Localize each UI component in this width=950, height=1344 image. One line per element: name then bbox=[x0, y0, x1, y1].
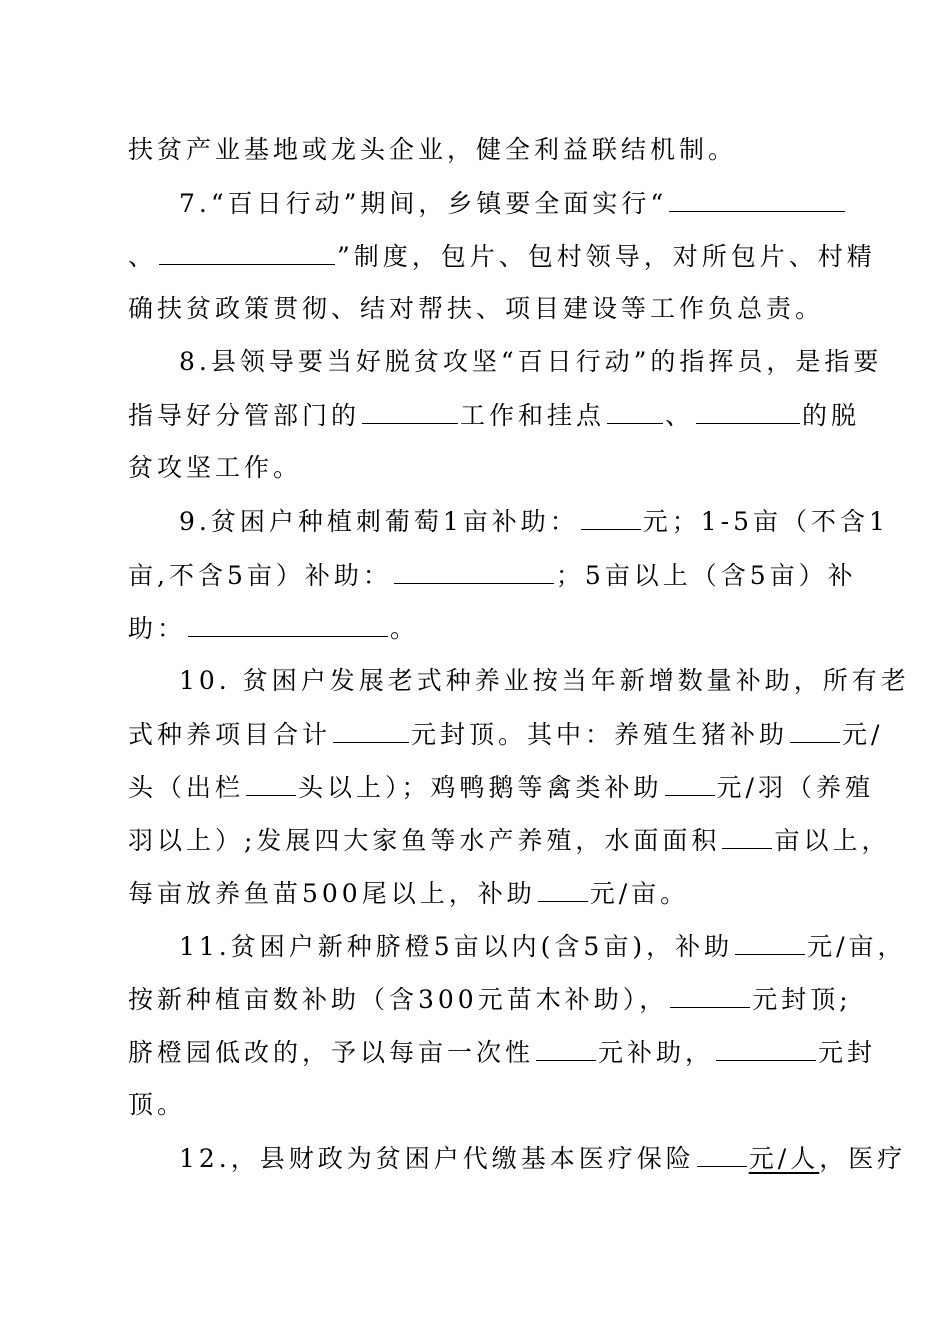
fill-blank bbox=[669, 183, 845, 212]
text-span: 元封顶。其中：养殖生猪补助 bbox=[411, 720, 789, 749]
text-span: 11.贫困户新种脐橙5亩以内(含5亩)，补助 bbox=[179, 932, 734, 961]
text-span: 工作和挂点 bbox=[460, 401, 606, 430]
text-line bbox=[128, 555, 857, 595]
text-span: 顶。 bbox=[128, 1090, 187, 1119]
text-line bbox=[179, 1138, 906, 1178]
text-span: 亩,不含5亩）补助： bbox=[128, 561, 392, 590]
text-span: 元/亩， bbox=[807, 932, 907, 961]
fill-blank bbox=[246, 767, 296, 796]
fill-blank bbox=[581, 501, 641, 530]
text-span: ”制度，包片、包村领导，对所包片、村精 bbox=[337, 242, 876, 271]
fill-blank bbox=[722, 820, 772, 849]
text-line bbox=[128, 130, 737, 170]
fill-blank bbox=[536, 1032, 596, 1061]
text-line bbox=[179, 183, 847, 223]
text-line bbox=[128, 608, 419, 648]
fill-blank bbox=[333, 714, 409, 743]
text-span: 7.“百日行动”期间，乡镇要全面实行“ bbox=[179, 189, 668, 218]
text-span: 羽以上）;发展四大家鱼等水产养殖，水面面积 bbox=[128, 826, 721, 855]
text-span: 扶贫产业基地或龙头企业，健全利益联结机制。 bbox=[128, 135, 738, 164]
text-span: 元/亩。 bbox=[589, 879, 690, 908]
text-span: 、 bbox=[665, 401, 695, 430]
text-span: 按新种植亩数补助（含300元苗木补助）， bbox=[128, 985, 669, 1014]
fill-blank bbox=[735, 926, 805, 955]
fill-blank bbox=[665, 767, 715, 796]
text-span: 元封 bbox=[818, 1038, 877, 1067]
text-line bbox=[128, 236, 876, 276]
text-span: 头（出栏 bbox=[128, 773, 245, 802]
text-span: 助： bbox=[128, 614, 187, 643]
text-line bbox=[128, 714, 883, 754]
fill-blank bbox=[607, 395, 663, 424]
text-span: 的脱 bbox=[802, 401, 861, 430]
text-span: 9.贫困户种植刺葡萄1亩补助： bbox=[179, 507, 579, 536]
text-line bbox=[128, 448, 302, 488]
text-line bbox=[128, 767, 874, 807]
text-span: 元封顶; bbox=[752, 985, 852, 1014]
text-span: 确扶贫政策贯彻、结对帮扶、项目建设等工作负总责。 bbox=[128, 294, 825, 323]
text-span: 每亩放养鱼苗500尾以上，补助 bbox=[128, 879, 536, 908]
text-span: 10. 贫困户发展老式种养业按当年新增数量补助，所有老 bbox=[179, 666, 910, 695]
text-span: 元；1-5亩（不含1 bbox=[642, 507, 889, 536]
fill-blank bbox=[394, 555, 554, 584]
text-span: 8.县领导要当好脱贫攻坚“百日行动”的指挥员，是指要 bbox=[179, 347, 883, 376]
text-span: 、 bbox=[128, 242, 158, 271]
text-span: 式种养项目合计 bbox=[128, 720, 332, 749]
text-line bbox=[179, 501, 889, 541]
text-span: 亩以上， bbox=[774, 826, 891, 855]
text-span: 。 bbox=[390, 614, 420, 643]
text-line bbox=[128, 395, 860, 435]
text-line bbox=[128, 873, 689, 913]
fill-blank bbox=[188, 608, 388, 637]
text-span: 元/羽（养殖 bbox=[716, 773, 874, 802]
text-line bbox=[128, 820, 890, 860]
text-line bbox=[128, 289, 824, 329]
text-span: 指导好分管部门的 bbox=[128, 401, 361, 430]
text-span: 元/ bbox=[842, 720, 884, 749]
text-span: 脐橙园低改的，予以每亩一次性 bbox=[128, 1038, 535, 1067]
text-span: 12.，县财政为贫困户代缴基本医疗保险 bbox=[179, 1144, 695, 1173]
fill-blank bbox=[159, 236, 335, 265]
text-line bbox=[128, 1032, 876, 1072]
text-span: 贫攻坚工作。 bbox=[128, 453, 303, 482]
text-span: 头以上）；鸡鸭鹅等禽类补助 bbox=[298, 773, 663, 802]
text-line bbox=[128, 1085, 186, 1125]
fill-blank bbox=[670, 979, 750, 1008]
fill-blank bbox=[538, 873, 588, 902]
fill-blank bbox=[696, 395, 800, 424]
text-span: ；5亩以上（含5亩）补 bbox=[555, 561, 857, 590]
text-span: 元补助， bbox=[598, 1038, 715, 1067]
text-line bbox=[179, 661, 910, 701]
fill-blank bbox=[716, 1032, 816, 1061]
text-span: ，医疗 bbox=[819, 1144, 907, 1173]
text-line bbox=[179, 342, 882, 382]
fill-blank bbox=[790, 714, 840, 743]
fill-blank bbox=[362, 395, 458, 424]
fill-blank bbox=[697, 1138, 747, 1167]
text-line bbox=[179, 926, 907, 966]
text-line bbox=[128, 979, 852, 1019]
text-span: 元/人 bbox=[748, 1144, 820, 1173]
